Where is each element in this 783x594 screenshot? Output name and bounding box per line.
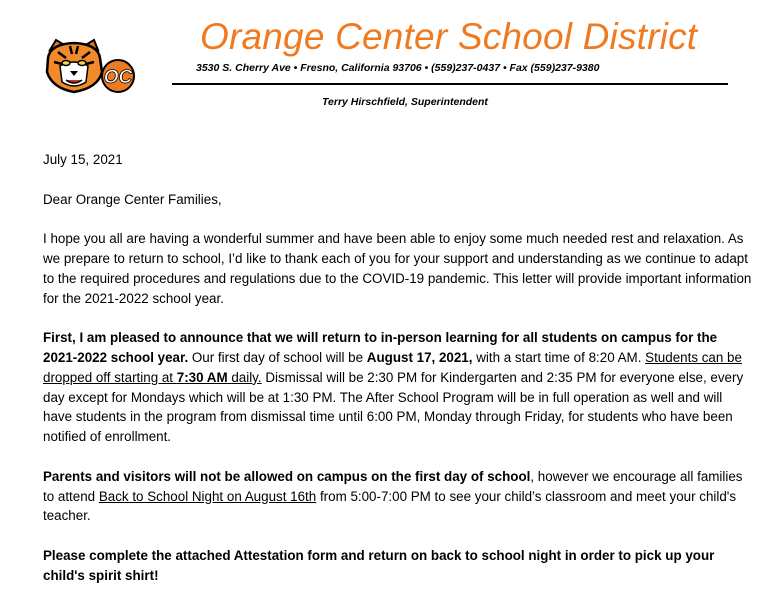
paragraph-return-to-school xyxy=(43,328,753,447)
tiger-mascot-logo xyxy=(44,36,140,94)
dropoff-time: 7:30 AM xyxy=(176,369,228,385)
letter-salutation: Dear Orange Center Families, xyxy=(43,191,222,207)
paragraph-attestation xyxy=(43,546,753,586)
district-address: 3530 S. Cherry Ave • Fresno, California 93706 • (559)237-0437 • Fax (559)237-9380 xyxy=(196,62,600,74)
dropoff-pre: Students can be dropped off starting at xyxy=(43,349,742,385)
district-name: Orange Center School District xyxy=(200,16,698,57)
letter-body xyxy=(43,150,753,586)
visitors-notice-bold: Parents and visitors will not be allowed on campus on the first day of school xyxy=(43,468,531,484)
attestation-notice-bold: Please complete the attached Attestation form and return on back to school night in order to pick up your child's spirit shirt! xyxy=(43,547,715,583)
first-day-date: August 17, 2021, xyxy=(366,349,473,365)
tiger-eye-right xyxy=(78,61,86,66)
back-to-school-night-link[interactable]: Back to School Night on August 16th xyxy=(98,488,317,504)
start-time-text: with a start time of 8:20 AM. xyxy=(472,349,646,365)
paragraph-intro: I hope you all are having a wonderful summer and have been able to enjoy some much needed rest and relaxation. As we prepare to return to school, I’d like to thank each of you for your support and understanding as we continue to adapt to the required procedures and regulations due to the COVID-19 pandemic. This letter will provide important information for the 2021-2022 school year. xyxy=(43,231,752,306)
paragraph-first-day-visitors xyxy=(43,467,753,526)
return-announcement-bold: First, I am pleased to announce that we will return to in-person learning for all students on campus for the 2021-2022 school year. xyxy=(43,330,718,365)
oc-monogram: OC xyxy=(103,67,133,88)
first-day-text: Our first day of school will be xyxy=(188,349,367,365)
tiger-eye-left xyxy=(62,61,70,66)
invite-text: , however we encourage all families to attend xyxy=(43,468,743,504)
invite-text-end: from 5:00-7:00 PM to see your child’s classroom and meet your child's teacher. xyxy=(43,488,737,524)
superintendent-name: Terry Hirschfield, Superintendent xyxy=(322,96,488,108)
header-divider xyxy=(172,83,728,85)
letter-date: July 15, 2021 xyxy=(43,152,123,167)
dropoff-post: daily. xyxy=(227,369,262,385)
dismissal-text: Dismissal will be 2:30 PM for Kindergarten and 2:35 PM for everyone else, every day except for Mondays which will be at 1:30 PM. The After School Program will be in full operation as well and will have students in the program from dismissal time until 6:00 PM, Monday through Friday, for students who have been notified of enrollment. xyxy=(43,369,744,445)
